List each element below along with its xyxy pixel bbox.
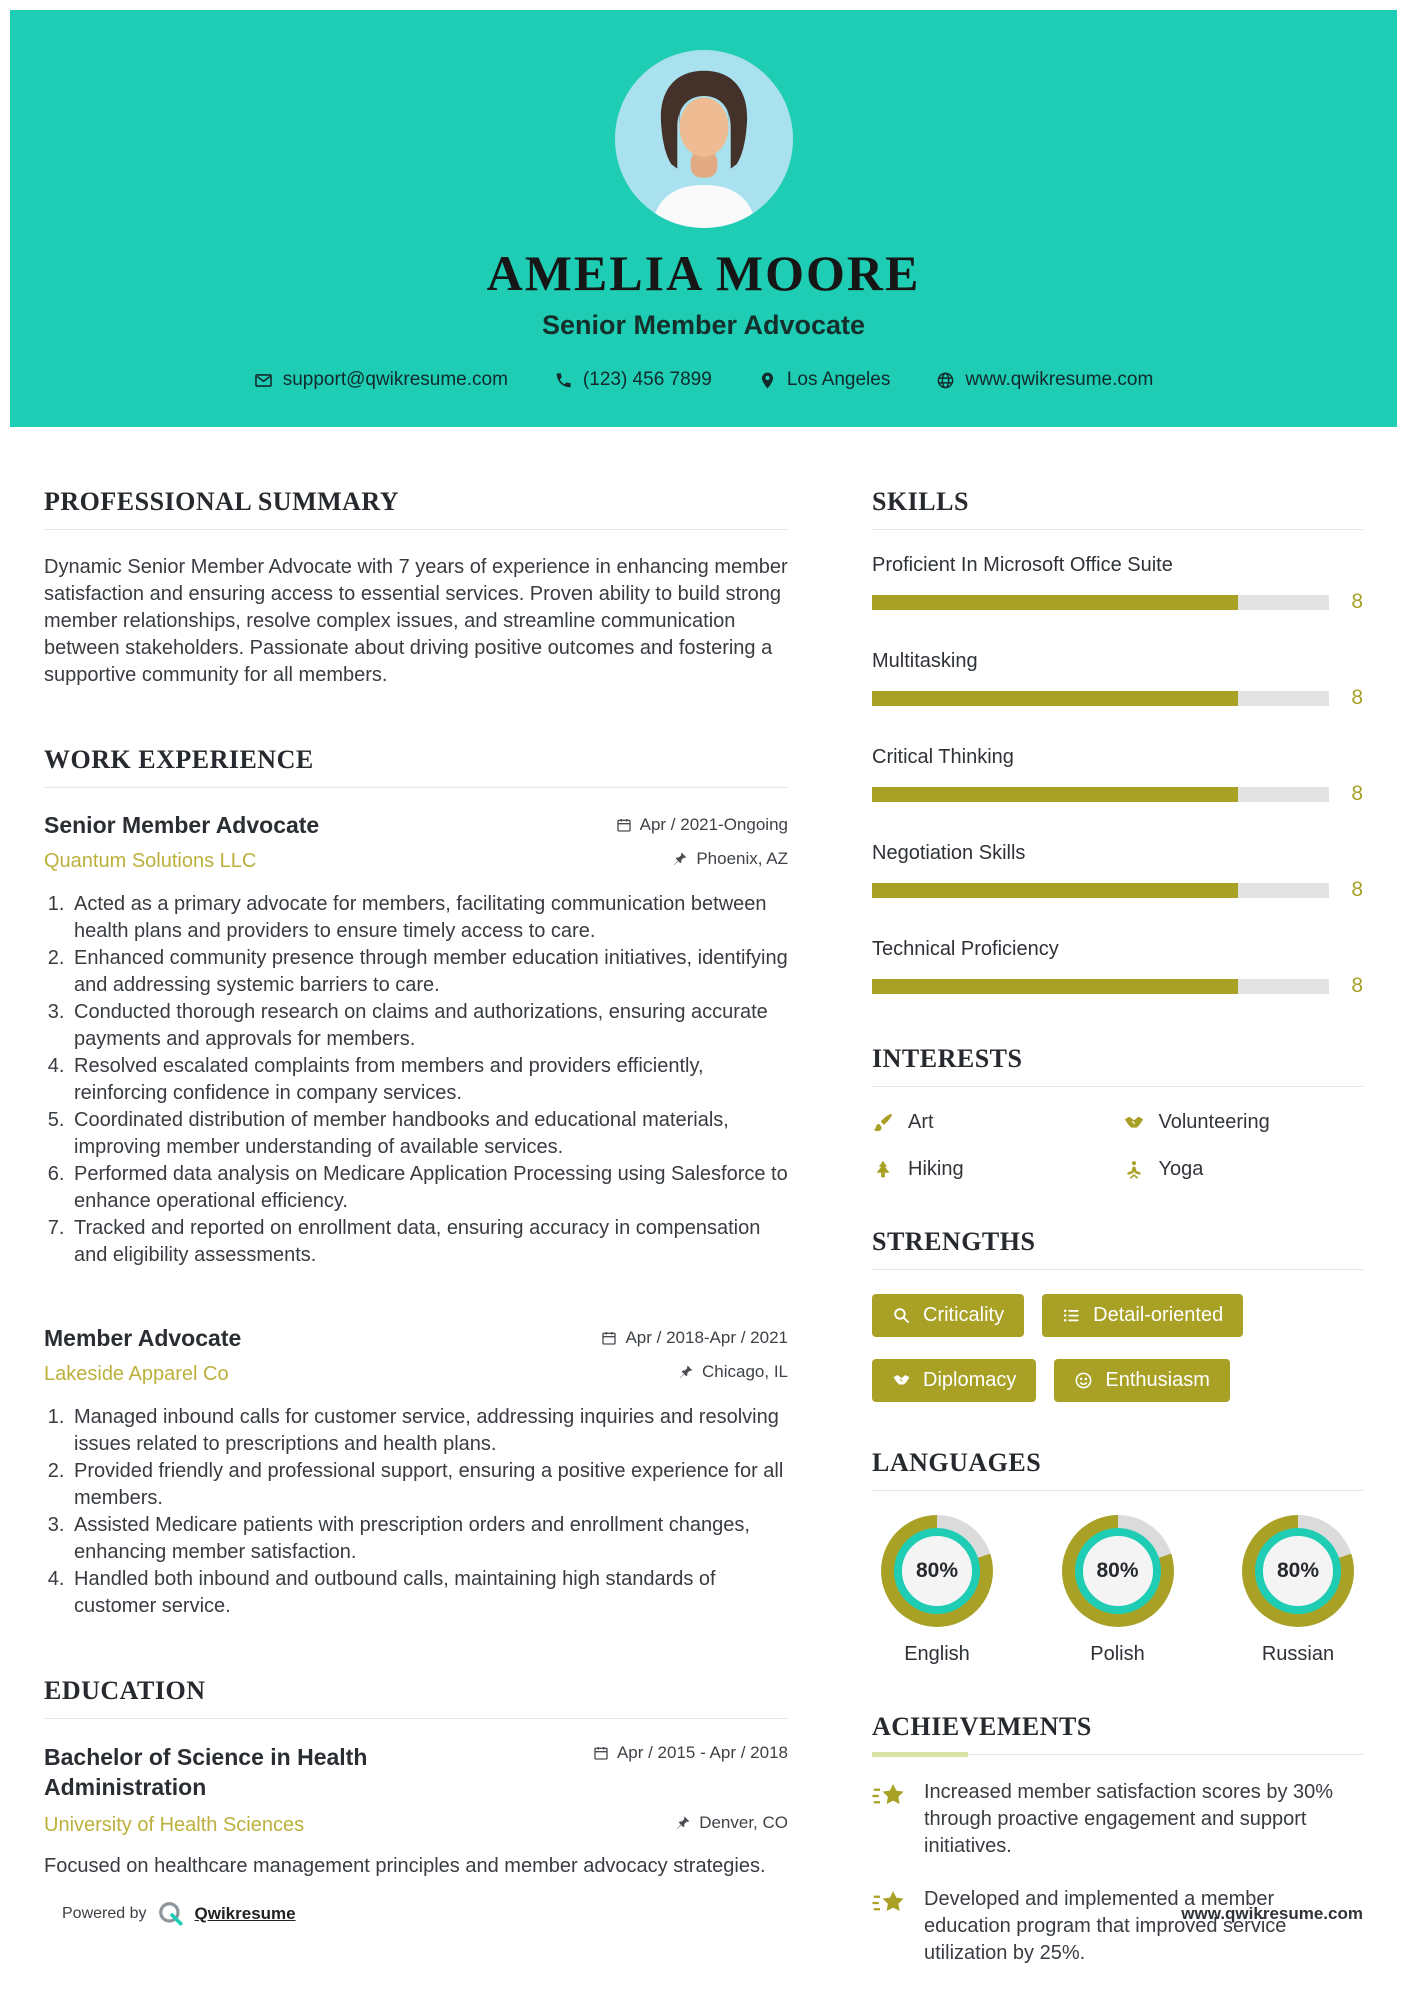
- language-donut: [1062, 1515, 1174, 1627]
- experience-heading: WORK EXPERIENCE: [44, 745, 788, 788]
- language-label: English: [904, 1643, 970, 1665]
- pushpin-icon: [672, 851, 688, 867]
- strength-label: Detail-oriented: [1093, 1304, 1224, 1326]
- skill-value: 8: [1351, 686, 1363, 709]
- skill-bar: [872, 787, 1329, 802]
- skill-label: Technical Proficiency: [872, 938, 1059, 960]
- section-skills: [872, 487, 1363, 998]
- skill-bar-fill: [872, 595, 1238, 610]
- skill-bar-fill: [872, 883, 1238, 898]
- section-professional-summary: [44, 487, 788, 689]
- smiley-icon: [1074, 1371, 1093, 1390]
- strengths-heading: STRENGTHS: [872, 1227, 1363, 1270]
- language-percent: 80%: [1276, 1559, 1320, 1582]
- interest-item: [872, 1111, 1113, 1134]
- summary-text: Dynamic Senior Member Advocate with 7 years of experience in enhancing member satisfaction and ensuring access to essential services. Proven ability to build strong member relationships, resolve complex issues, and streamline communication between stakeholders. Passionate about driving positive outcomes and fostering a supportive community for all members.: [44, 556, 788, 686]
- interests-list: [872, 1111, 1363, 1181]
- main-content: [0, 487, 1407, 1990]
- education-location: [675, 1813, 788, 1833]
- language-label: Polish: [1090, 1643, 1145, 1665]
- language-item: [878, 1515, 996, 1666]
- achievement-text: Developed and implemented a member education program that improved service utilization by 25%.: [924, 1888, 1287, 1964]
- achievement-text: Increased member satisfaction scores by 30% through proactive engagement and support initiatives.: [924, 1781, 1334, 1857]
- job-entry: [44, 1325, 788, 1620]
- skill-item: [872, 842, 1363, 902]
- section-achievements: [872, 1712, 1363, 1967]
- contact-bar: [10, 369, 1397, 391]
- paintbrush-icon: [872, 1112, 894, 1134]
- strength-label: Criticality: [923, 1304, 1005, 1326]
- interest-label: Art: [908, 1111, 934, 1133]
- skill-item: [872, 650, 1363, 710]
- job-title: Member Advocate: [44, 1325, 242, 1351]
- skill-bar: [872, 883, 1329, 898]
- contact-email[interactable]: [254, 369, 508, 391]
- section-languages: [872, 1448, 1363, 1666]
- language-donut: [1242, 1515, 1354, 1627]
- pine-tree-icon: [872, 1159, 894, 1181]
- skills-heading: SKILLS: [872, 487, 1363, 530]
- education-location-text: Denver, CO: [699, 1812, 788, 1832]
- handshake-icon: [892, 1371, 911, 1390]
- strength-label: Diplomacy: [923, 1369, 1017, 1391]
- job-date-text: Apr / 2018-Apr / 2021: [625, 1328, 788, 1347]
- language-percent: 80%: [1096, 1559, 1139, 1582]
- skill-bar-fill: [872, 691, 1238, 706]
- job-date: [616, 815, 788, 835]
- experience-bullet: 3. Conducted thorough research on claims and authorizations, ensuring accurate payments and approvals for members.: [70, 999, 788, 1053]
- achievements-heading: [872, 1712, 1363, 1755]
- skill-label: Proficient In Microsoft Office Suite: [872, 554, 1173, 576]
- contact-website[interactable]: [936, 369, 1153, 391]
- language-donut-center: [1075, 1528, 1161, 1614]
- handshake-icon: [1123, 1112, 1145, 1134]
- strengths-list: [872, 1294, 1363, 1402]
- section-education: [44, 1676, 788, 1880]
- list-icon: [1062, 1306, 1081, 1325]
- language-label: Russian: [1261, 1643, 1335, 1665]
- achievement-star-icon: [872, 1781, 908, 1811]
- footer-website: www.qwikresume.com: [1181, 1904, 1363, 1923]
- experience-bullet: 5. Coordinated distribution of member handbooks and educational materials, improving member understanding of available services.: [70, 1107, 788, 1161]
- skill-bar-fill: [872, 787, 1238, 802]
- skill-item: [872, 746, 1363, 806]
- globe-icon: [936, 371, 955, 390]
- education-date-text: Apr / 2015 - Apr / 2018: [616, 1743, 788, 1762]
- section-interests: [872, 1044, 1363, 1181]
- contact-website-text: www.qwikresume.com: [965, 369, 1154, 390]
- footer: [62, 1900, 1363, 1928]
- job-entry: [44, 812, 788, 1269]
- skill-value: 8: [1351, 974, 1363, 997]
- contact-email-text: support@qwikresume.com: [282, 369, 508, 390]
- job-bullet-list: [44, 1404, 788, 1620]
- job-title: Senior Member Advocate: [44, 812, 320, 838]
- job-date: [601, 1328, 788, 1348]
- calendar-icon: [616, 817, 632, 833]
- yoga-icon: [1123, 1159, 1145, 1181]
- school-name: University of Health Sciences: [44, 1813, 305, 1836]
- map-pin-icon: [758, 371, 777, 390]
- interest-label: Volunteering: [1158, 1111, 1270, 1133]
- interest-item: [1123, 1111, 1364, 1134]
- strength-badge-enthusiasm: [1054, 1359, 1230, 1402]
- calendar-icon: [593, 1745, 609, 1761]
- strength-label: Enthusiasm: [1105, 1369, 1210, 1391]
- contact-location-text: Los Angeles: [786, 369, 891, 390]
- strength-badge-diplomacy: [872, 1359, 1036, 1402]
- degree-name: Bachelor of Science in Health Administration: [44, 1744, 368, 1800]
- right-column: [872, 487, 1363, 1990]
- language-donut-center: [894, 1528, 980, 1614]
- job-location: [678, 1362, 788, 1382]
- experience-bullet: 1. Acted as a primary advocate for members, facilitating communication between health plans and providers to ensure timely access to care.: [70, 891, 788, 945]
- interest-label: Hiking: [908, 1158, 964, 1180]
- heading-accent-bar: [872, 1752, 968, 1757]
- languages-list: [872, 1515, 1363, 1666]
- experience-bullet: 2. Enhanced community presence through member education initiatives, identifying and addressing systemic barriers to care.: [70, 945, 788, 999]
- company-name: Lakeside Apparel Co: [44, 1363, 229, 1385]
- calendar-icon: [601, 1330, 617, 1346]
- strength-badge-detail-oriented: [1042, 1294, 1243, 1337]
- job-location: [672, 849, 788, 869]
- powered-by-text: Powered by: [62, 1905, 147, 1922]
- phone-icon: [554, 371, 573, 390]
- magnifier-icon: [892, 1306, 911, 1325]
- skill-item: [872, 554, 1363, 614]
- job-date-text: Apr / 2021-Ongoing: [639, 815, 788, 834]
- company-name: Quantum Solutions LLC: [44, 850, 257, 872]
- language-percent: 80%: [915, 1559, 959, 1582]
- skill-item: [872, 938, 1363, 998]
- qwikresume-link[interactable]: Qwikresume: [194, 1904, 296, 1923]
- candidate-name: AMELIA MOORE: [486, 245, 921, 301]
- experience-bullet: 2. Provided friendly and professional support, ensuring a positive experience for all members.: [70, 1458, 788, 1512]
- pushpin-icon: [675, 1815, 691, 1831]
- contact-location: [758, 369, 891, 391]
- achievements-heading-text: ACHIEVEMENTS: [872, 1712, 1092, 1741]
- contact-phone-text: (123) 456 7899: [582, 369, 712, 390]
- interest-item: [1123, 1158, 1364, 1181]
- interest-item: [872, 1158, 1113, 1181]
- contact-phone[interactable]: [554, 369, 712, 391]
- avatar: [615, 50, 793, 228]
- section-strengths: [872, 1227, 1363, 1402]
- experience-bullet: 4. Resolved escalated complaints from members and providers efficiently, reinforcing confidence in company services.: [70, 1053, 788, 1107]
- summary-heading: PROFESSIONAL SUMMARY: [44, 487, 788, 530]
- qwikresume-logo-icon: [157, 1900, 185, 1928]
- education-heading: EDUCATION: [44, 1676, 788, 1719]
- candidate-title: Senior Member Advocate: [541, 310, 866, 340]
- interest-label: Yoga: [1158, 1158, 1204, 1180]
- skill-value: 8: [1351, 782, 1363, 805]
- languages-heading: LANGUAGES: [872, 1448, 1363, 1491]
- strength-badge-criticality: [872, 1294, 1024, 1337]
- skill-value: 8: [1351, 590, 1363, 613]
- section-work-experience: [44, 745, 788, 1620]
- experience-bullet: 7. Tracked and reported on enrollment data, ensuring accuracy in compensation and eligibility assessments.: [70, 1215, 788, 1269]
- header: [10, 10, 1397, 427]
- envelope-icon: [254, 371, 273, 390]
- language-item: [1059, 1515, 1177, 1666]
- skill-bar: [872, 691, 1329, 706]
- skill-bar: [872, 979, 1329, 994]
- experience-bullet: 6. Performed data analysis on Medicare Application Processing using Salesforce to enhance operational efficiency.: [70, 1161, 788, 1215]
- pushpin-icon: [678, 1364, 694, 1380]
- education-date: [593, 1743, 788, 1763]
- powered-by: [62, 1900, 296, 1928]
- job-location-text: Phoenix, AZ: [696, 849, 788, 868]
- language-donut-center: [1255, 1528, 1341, 1614]
- interests-heading: INTERESTS: [872, 1044, 1363, 1087]
- skill-label: Negotiation Skills: [872, 842, 1026, 864]
- profile-photo-illustration: [615, 50, 793, 228]
- language-item: [1239, 1515, 1357, 1666]
- experience-bullet: 1. Managed inbound calls for customer service, addressing inquiries and resolving issues related to prescriptions and health plans.: [70, 1404, 788, 1458]
- left-column: [44, 487, 788, 1990]
- experience-bullet: 4. Handled both inbound and outbound calls, maintaining high standards of customer service.: [70, 1566, 788, 1620]
- language-donut: [881, 1515, 993, 1627]
- experience-bullet: 3. Assisted Medicare patients with prescription orders and enrollment changes, enhancing member satisfaction.: [70, 1512, 788, 1566]
- skill-bar-fill: [872, 979, 1238, 994]
- education-description: Focused on healthcare management principles and member advocacy strategies.: [44, 1854, 766, 1877]
- achievement-item: [872, 1779, 1363, 1860]
- job-location-text: Chicago, IL: [702, 1362, 788, 1381]
- job-bullet-list: [44, 891, 788, 1269]
- skill-label: Critical Thinking: [872, 746, 1014, 768]
- skill-label: Multitasking: [872, 650, 978, 672]
- skill-bar: [872, 595, 1329, 610]
- skill-value: 8: [1351, 878, 1363, 901]
